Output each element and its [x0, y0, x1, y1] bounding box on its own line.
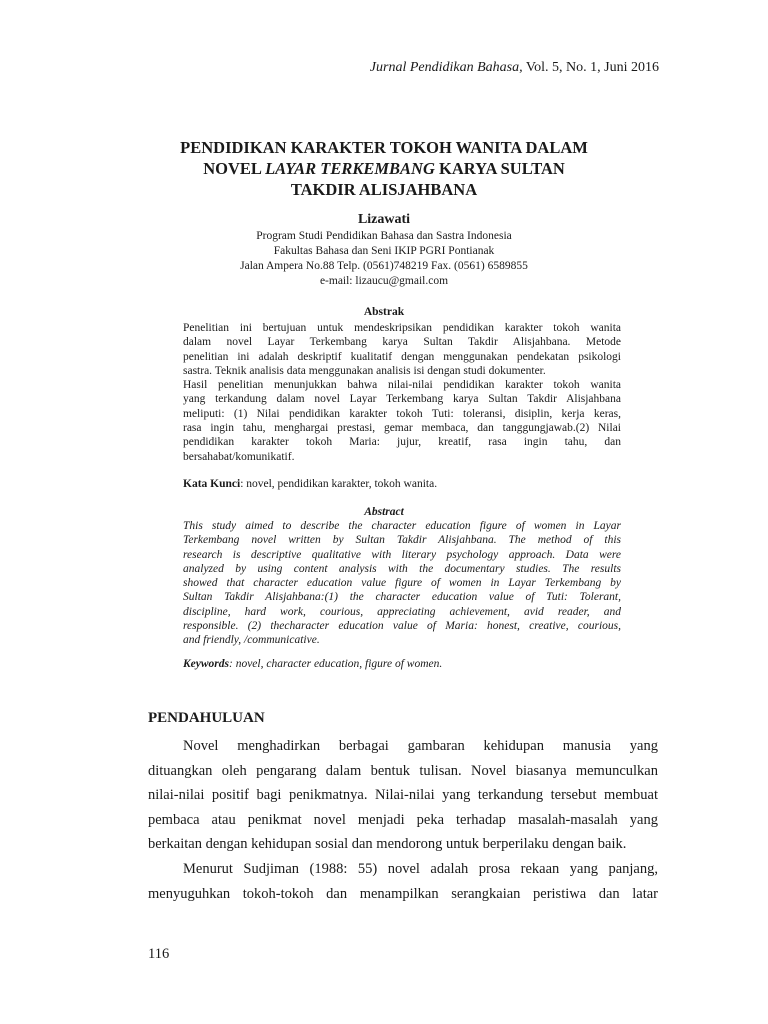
- keywords-values: : novel, character education, figure of women.: [229, 658, 443, 670]
- affiliation-line: Fakultas Bahasa dan Seni IKIP PGRI Pontianak: [273, 245, 495, 257]
- body-line: dituangkan oleh pengarang dalam bentuk tulisan. Novel biasanya memunculkan: [148, 762, 658, 779]
- title-line-3: TAKDIR ALISJAHBANA: [290, 180, 478, 199]
- abstrak-line: pendidikan karakter tokoh Maria: jujur, kreatif, rasa ingin tahu, dan: [183, 436, 621, 449]
- keywords: [183, 658, 621, 670]
- abstract-line: showed that character education value figure of women in Layar Terkembang by: [183, 577, 621, 590]
- abstrak-line: dalam novel Layar Terkembang karya Sultan Takdir Alisjahbana. Metode: [183, 336, 621, 349]
- abstract-line: Sultan Takdir Alisjahbana:(1) the character education value of Tuti: Tolerant,: [183, 591, 621, 604]
- page-number: 116: [148, 946, 170, 962]
- abstract-line: This study aimed to describe the character education figure of women in Layar: [183, 520, 621, 532]
- author-email: e-mail: lizaucu@gmail.com: [319, 275, 449, 287]
- title-line-2: NOVEL LAYAR TERKEMBANG KARYA SULTAN: [203, 159, 565, 178]
- abstrak-body: [183, 321, 621, 464]
- abstract-line: responsible. (2) thecharacter education value of Maria: honest, creative, courious,: [183, 620, 621, 633]
- section-heading: PENDAHULUAN: [148, 710, 265, 726]
- journal-name: Jurnal Pendidikan Bahasa,: [369, 60, 523, 75]
- abstract-heading: Abstract: [364, 506, 404, 518]
- author-name: Lizawati: [357, 212, 411, 227]
- abstract-line: and friendly, /communicative.: [183, 634, 320, 647]
- body-line: berkaitan dengan kehidupan sosial dan mendorong untuk berperilaku dengan baik.: [148, 836, 627, 853]
- abstrak-line: bersahabat/komunikatif.: [183, 450, 295, 463]
- abstrak-line: Hasil penelitian menunjukkan bahwa nilai-nilai pendidikan karakter tokoh wanita: [183, 379, 621, 392]
- abstract-line: analyzed by using content analysis with the documentary studies. The results: [183, 562, 621, 575]
- affiliation-line: Jalan Ampera No.88 Telp. (0561)748219 Fax. (0561) 6589855: [240, 260, 528, 272]
- abstrak-heading: Abstrak: [363, 306, 405, 318]
- section-body: [148, 734, 658, 906]
- abstract-line: Terkembang novel written by Sultan Takdir Alisjahbana. The method of this: [183, 534, 621, 547]
- abstract-line: discipline, hard work, courious, appreciating achievement, avid reader, and: [183, 605, 621, 618]
- affiliation-line: Program Studi Pendidikan Bahasa dan Sastra Indonesia: [256, 230, 512, 242]
- abstrak-line: rasa ingin tahu, menghargai prestasi, gemar membaca, dan tanggungjawab.(2) Nilai: [183, 422, 621, 435]
- author-affiliation: [0, 229, 768, 289]
- abstrak-line: sastra. Teknik analisis data menggunakan analisis isi dengan studi dokumenter.: [183, 364, 546, 377]
- keywords-label: Keywords: [183, 658, 229, 670]
- abstrak-line: yang terkandung dalam novel Layar Terkembang karya Sultan Takdir Alisjahbana: [183, 393, 621, 406]
- abstrak-line: Penelitian ini bertujuan untuk mendeskripsikan pendidikan karakter tokoh wanita: [183, 322, 621, 334]
- article-title: [140, 137, 628, 200]
- body-line: pembaca atau penikmat novel menjadi peka terhadap masalah-masalah yang: [148, 811, 658, 828]
- running-head: [370, 60, 659, 76]
- title-line-1: PENDIDIKAN KARAKTER TOKOH WANITA DALAM: [180, 138, 588, 157]
- abstrak-line: penelitian ini adalah deskriptif kualitatif dengan menggunakan pendekatan psikologi: [183, 350, 621, 363]
- body-line: Novel menghadirkan berbagai gambaran kehidupan manusia yang: [183, 738, 658, 754]
- abstract-line: research is descriptive qualitative with literary psychology approach. Data were: [183, 548, 621, 561]
- abstract-body: [183, 519, 621, 648]
- journal-issue: Vol. 5, No. 1, Juni 2016: [522, 60, 659, 75]
- kata-kunci: [183, 478, 621, 490]
- kata-kunci-values: : novel, pendidikan karakter, tokoh wanita.: [240, 478, 438, 490]
- abstrak-line: meliputi: (1) Nilai pendidikan karakter tokoh Tuti: toleransi, disiplin, kerja keras,: [183, 407, 621, 420]
- body-line: Menurut Sudjiman (1988: 55) novel adalah prosa rekaan yang panjang,: [183, 860, 658, 877]
- body-line: nilai-nilai positif bagi penikmatnya. Nilai-nilai yang terkandung tersebut membuat: [148, 787, 658, 804]
- body-line: menyuguhkan tokoh-tokoh dan menampilkan serangkaian peristiwa dan latar: [148, 885, 658, 902]
- kata-kunci-label: Kata Kunci: [183, 478, 241, 490]
